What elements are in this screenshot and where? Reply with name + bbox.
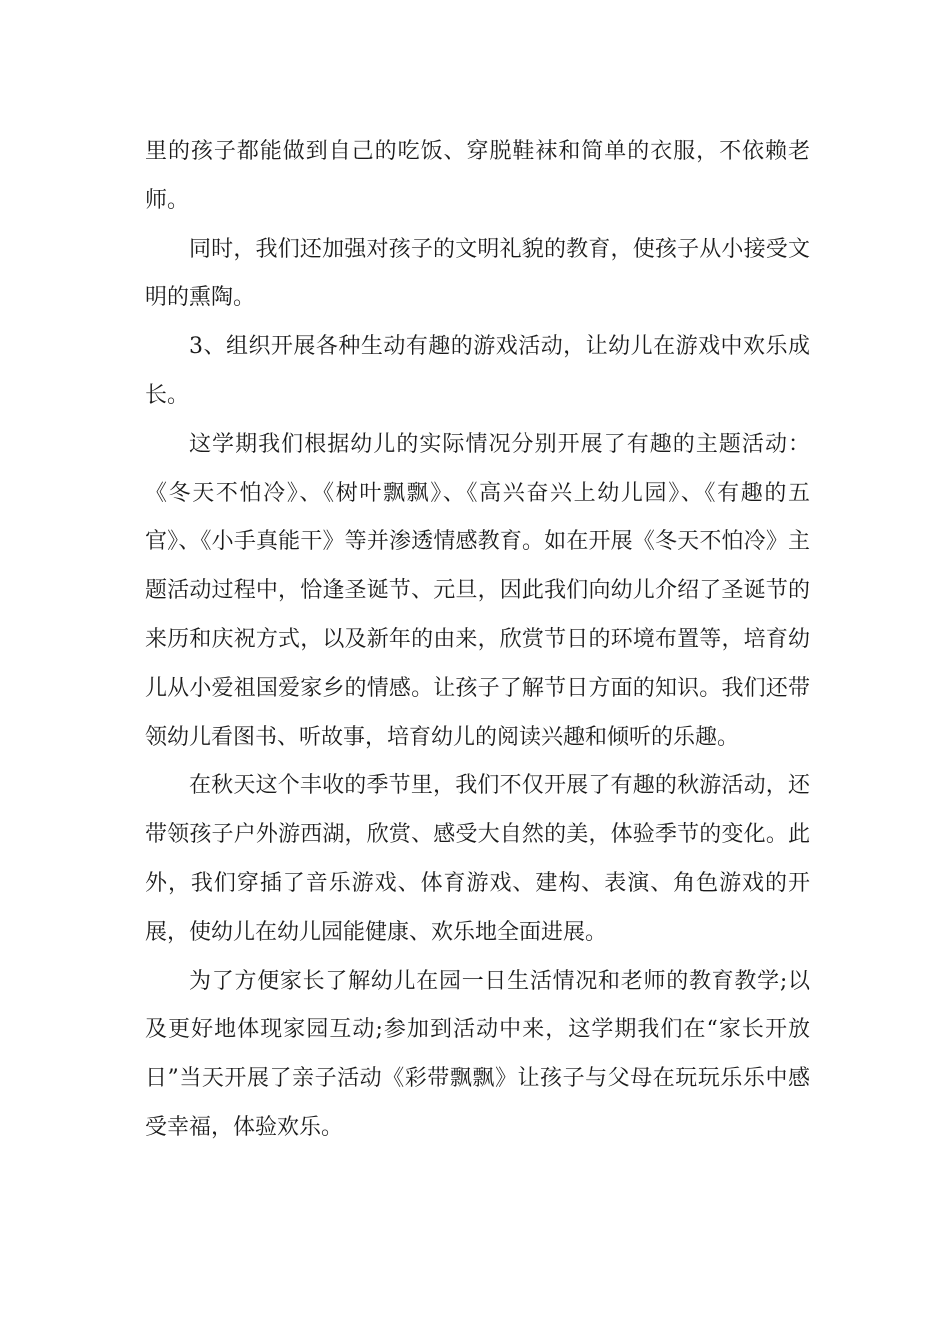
paragraph-section-3-heading: 3、组织开展各种生动有趣的游戏活动，让幼儿在游戏中欢乐成长。 — [145, 334, 810, 408]
paragraph-continuation: 里的孩子都能做到自己的吃饭、穿脱鞋袜和简单的衣服，不依赖老师。 — [145, 139, 810, 213]
paragraph-theme-activities: 这学期我们根据幼儿的实际情况分别开展了有趣的主题活动：《冬天不怕冷》、《树叶飘飘》、《高兴奋兴上幼儿园》、《有趣的五官》、《小手真能干》等并渗透情感教育。如在开展《冬天不怕冷》主题活动过程中，恰逢圣诞节、元旦，因此我们向幼儿介绍了圣诞节的来历和庆祝方式，以及新年的由来，欣赏节日的环境布置等，培育幼儿从小爱祖国爱家乡的情感。让孩子了解节日方面的知识。我们还带领幼儿看图书、听故事，培育幼儿的阅读兴趣和倾听的乐趣。 — [145, 431, 810, 750]
paragraph-civility-education: 同时，我们还加强对孩子的文明礼貌的教育，使孩子从小接受文明的熏陶。 — [145, 236, 810, 311]
paragraph-parent-open-day: 为了方便家长了解幼儿在园一日生活情况和老师的教育教学;以及更好地体现家园互动;参加到活动中来，这学期我们在“家长开放日”当天开展了亲子活动《彩带飘飘》让孩子与父母在玩玩乐乐中感受幸福，体验欢乐。 — [145, 968, 810, 1140]
document-page — [145, 128, 810, 1153]
paragraph-autumn-activities: 在秋天这个丰收的季节里，我们不仅开展了有趣的秋游活动，还带领孩子户外游西湖，欣赏、感受大自然的美，体验季节的变化。此外，我们穿插了音乐游戏、体育游戏、建构、表演、角色游戏的开展，使幼儿在幼儿园能健康、欢乐地全面进展。 — [145, 773, 810, 945]
